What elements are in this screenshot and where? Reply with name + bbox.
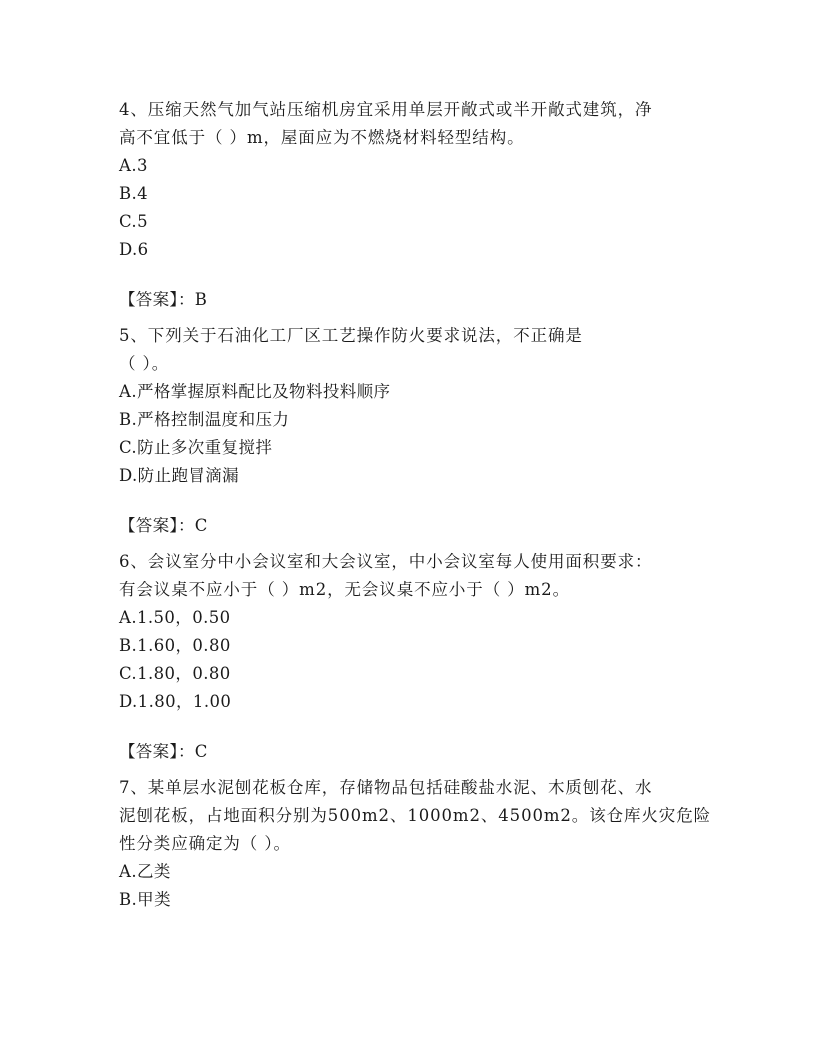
option-b: B.4 xyxy=(119,184,149,203)
question-6 xyxy=(119,548,709,766)
option-b: B.1.60，0.80 xyxy=(119,636,231,655)
option-c: C.防止多次重复搅拌 xyxy=(119,438,273,457)
question-7 xyxy=(119,774,712,914)
stem-line: （ ）。 xyxy=(119,354,170,373)
option-c: C.1.80，0.80 xyxy=(119,664,231,683)
stem-line: 有会议桌不应小于（ ）m2，无会议桌不应小于（ ）m2。 xyxy=(119,580,570,599)
question-stem xyxy=(119,96,709,152)
option-a: A.乙类 xyxy=(119,862,171,881)
option-a: A.1.50，0.50 xyxy=(119,608,231,627)
option-c: C.5 xyxy=(119,212,148,231)
stem-line: 高不宜低于（ ）m，屋面应为不燃烧材料轻型结构。 xyxy=(119,128,525,147)
option-b: B.甲类 xyxy=(119,890,171,909)
stem-line: 6、会议室分中小会议室和大会议室，中小会议室每人使用面积要求： xyxy=(119,552,653,571)
option-a: A.严格掌握原料配比及物料投料顺序 xyxy=(119,382,391,401)
option-d: D.6 xyxy=(119,240,149,259)
option-a: A.3 xyxy=(119,156,148,175)
answer-line: 【答案】：B xyxy=(119,290,208,309)
document-page xyxy=(119,96,712,914)
option-d: D.1.80，1.00 xyxy=(119,692,232,711)
stem-line: 5、下列关于石油化工厂区工艺操作防火要求说法，不正确是 xyxy=(119,326,583,345)
question-stem xyxy=(119,322,709,378)
question-4 xyxy=(119,96,709,314)
option-d: D.防止跑冒滴漏 xyxy=(119,466,240,485)
option-b: B.严格控制温度和压力 xyxy=(119,410,290,429)
answer-line: 【答案】：C xyxy=(119,516,208,535)
stem-line: 性分类应确定为（ ）。 xyxy=(119,834,291,853)
stem-line: 泥刨花板，占地面积分别为500m2、1000m2、4500m2。该仓库火灾危险 xyxy=(119,806,712,825)
question-stem xyxy=(119,774,712,858)
question-stem xyxy=(119,548,709,604)
question-5 xyxy=(119,322,709,540)
stem-line: 4、压缩天然气加气站压缩机房宜采用单层开敞式或半开敞式建筑，净 xyxy=(119,100,653,119)
answer-line: 【答案】：C xyxy=(119,742,208,761)
stem-line: 7、某单层水泥刨花板仓库，存储物品包括硅酸盐水泥、木质刨花、水 xyxy=(119,778,653,797)
